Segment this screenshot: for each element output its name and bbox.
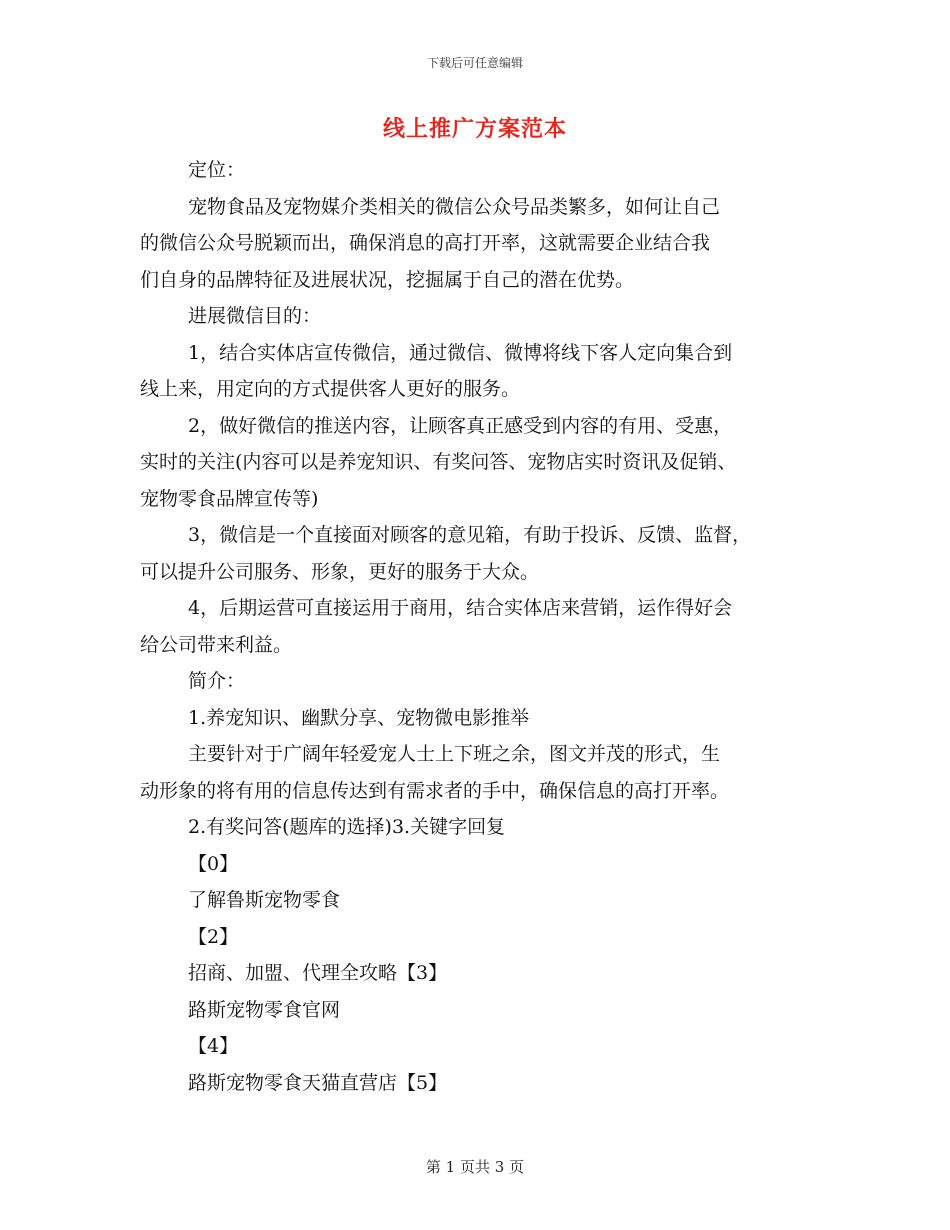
document-body — [140, 152, 830, 1101]
document-title: 线上推广方案范本 — [382, 116, 567, 142]
paragraph: 了解鲁斯宠物零食 — [188, 889, 341, 911]
paragraph: 主要针对于广阔年轻爱宠人士上下班之余，图文并茂的形式，生 — [188, 743, 721, 765]
paragraph: 1.养宠知识、幽默分享、宠物微电影推举 — [188, 706, 530, 729]
paragraph: 宠物食品及宠物媒介类相关的微信公众号品类繁多，如何让自己 — [188, 195, 721, 218]
paragraph: 2.有奖问答(题库的选择)3.关键字回复 — [188, 816, 506, 838]
paragraph: 给公司带来利益。 — [140, 633, 293, 656]
paragraph: 实时的关注(内容可以是养宠知识、有奖问答、宠物店实时资讯及促销、 — [140, 451, 737, 473]
paragraph: 【0】 — [188, 852, 239, 875]
paragraph: 的微信公众号脱颖而出，确保消息的高打开率，这就需要企业结合我 — [140, 232, 711, 254]
paragraph: 定位： — [188, 159, 246, 181]
paragraph: 路斯宠物零食天猫直营店【5】 — [188, 1071, 448, 1094]
paragraph: 1，结合实体店宣传微信，通过微信、微博将线下客人定向集合到 — [188, 341, 733, 364]
paragraph: 2，做好微信的推送内容，让顾客真正感受到内容的有用、受惠， — [188, 414, 733, 437]
paragraph: 招商、加盟、代理全攻略【3】 — [188, 962, 448, 984]
paragraph: 线上来，用定向的方式提供客人更好的服务。 — [140, 378, 521, 400]
paragraph: 【2】 — [188, 925, 239, 948]
paragraph: 简介： — [188, 670, 246, 692]
paragraph: 4，后期运营可直接运用于商用，结合实体店来营销，运作得好会 — [188, 597, 733, 619]
paragraph: 路斯宠物零食官网 — [188, 998, 341, 1021]
paragraph: 宠物零食品牌宣传等) — [140, 487, 319, 510]
page-indicator: 第 1 页共 3 页 — [425, 1158, 525, 1176]
paragraph: 【4】 — [188, 1035, 239, 1057]
paragraph: 3，微信是一个直接面对顾客的意见箱，有助于投诉、反馈、监督， — [188, 524, 752, 546]
paragraph: 进展微信目的： — [188, 305, 322, 327]
page-header-note: 下载后可任意编辑 — [426, 56, 523, 70]
paragraph: 动形象的将有用的信息传达到有需求者的手中，确保信息的高打开率。 — [140, 779, 730, 802]
paragraph: 们自身的品牌特征及进展状况，挖掘属于自己的潜在优势。 — [140, 268, 635, 291]
paragraph: 可以提升公司服务、形象，更好的服务于大众。 — [140, 560, 540, 583]
